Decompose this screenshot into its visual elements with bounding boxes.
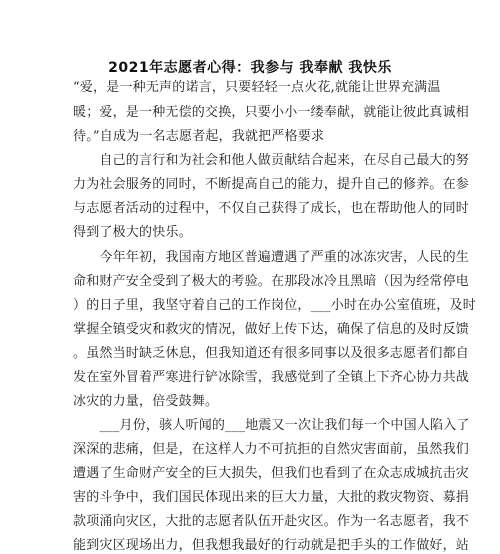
body-line: “爱，是一种无声的诺言，只要轻轻一点火花,就能让世界充满温 xyxy=(73,80,441,95)
body-line: 遭遇了生命财产安全的巨大损失，但我们也看到了在众志成城抗击灾 xyxy=(73,466,470,481)
body-line: 待。”自成为一名志愿者起，我就把严格要求 xyxy=(73,129,325,144)
body-line: 掌握全镇受灾和救灾的情况，做好上传下达，确保了信息的及时反馈 xyxy=(73,322,470,337)
body-line: 今年年初，我国南方地区普遍遭遇了严重的冰冻灾害，人民的生 xyxy=(73,250,470,265)
document-title: 2021年志愿者心得：我参与 我奉献 我快乐 xyxy=(108,60,392,76)
body-line: 款项涌向灾区，大批的志愿者队伍开赴灾区。作为一名志愿者，我不 xyxy=(73,514,470,529)
body-line: ___月份，骇人听闻的___地震又一次让我们每一个中国人陷入了 xyxy=(73,418,470,433)
body-line: 命和财产安全受到了极大的考验。在那段冰冷且黑暗（因为经常停电 xyxy=(73,274,470,289)
body-line: 发在室外冒着严寒进行铲冰除雪，我感觉到了全镇上下齐心协力共战 xyxy=(73,370,470,385)
body-line: 得到了极大的快乐。 xyxy=(73,225,192,240)
body-line: 与志愿者活动的过程中，不仅自己获得了成长，也在帮助他人的同时 xyxy=(73,201,470,216)
body-line: 。虽然当时缺乏休息，但我知道还有很多同事以及很多志愿者们都自 xyxy=(73,346,470,361)
body-line: 害的斗争中，我们国民体现出来的巨大力量，大批的救灾物资、募捐 xyxy=(73,490,470,505)
body-line: ）的日子里，我坚守着自己的工作岗位，___小时在办公室值班，及时 xyxy=(73,298,476,313)
body-line: 深深的悲痛，但是，在这样人力不可抗拒的自然灾害面前，虽然我们 xyxy=(73,442,470,457)
body-line: 能到灾区现场出力，但我想我最好的行动就是把手头的工作做好，站 xyxy=(73,538,470,553)
body-line: 暖；爱，是一种无偿的交换，只要小小一缕奉献，就能让彼此真诚相 xyxy=(73,105,470,120)
body-line: 冰灾的力量，倍受鼓舞。 xyxy=(73,394,219,409)
body-line: 力为社会服务的同时，不断提高自己的能力，提升自己的修养。在参 xyxy=(73,177,470,192)
body-line: 自己的言行和为社会和他人做贡献结合起来，在尽自己最大的努 xyxy=(73,153,470,168)
